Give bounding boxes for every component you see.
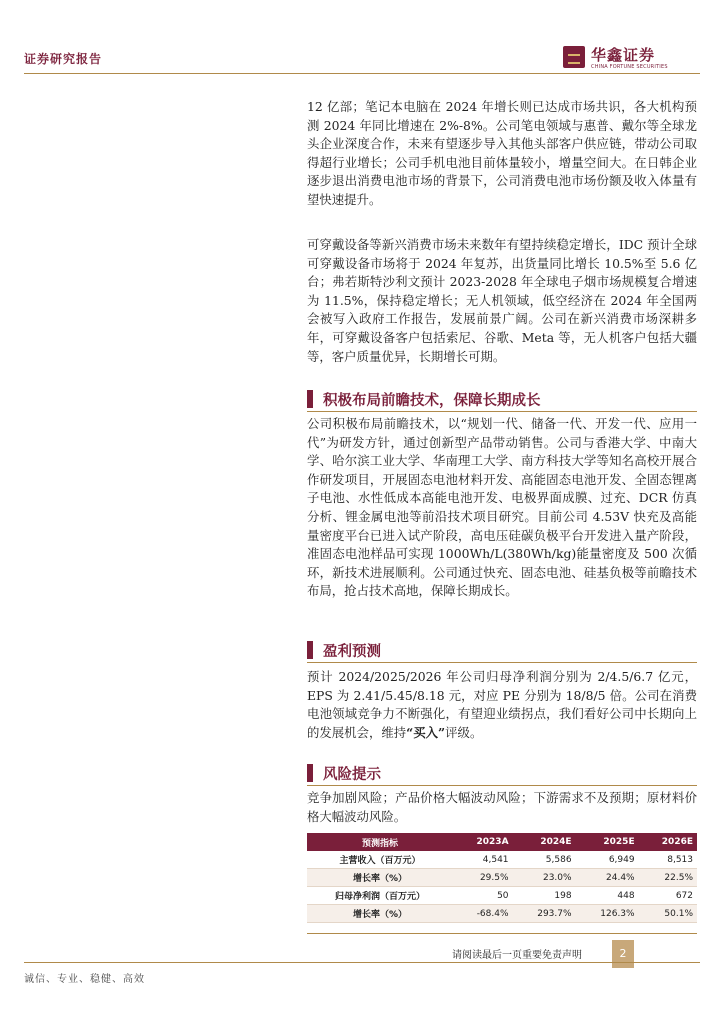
table-cell: 8,513: [639, 851, 697, 869]
table-cell: 22.5%: [639, 869, 697, 887]
section-title: 盈利预测: [323, 643, 381, 660]
body-text: 公司积极布局前瞻技术，以“规划一代、储备一代、开发一代、应用一代”为研发方针，通过创新型产品带动销售。公司与香港大学、中南大学、哈尔滨工业大学、华南理工大学、南方科技大学等知名高校开展合作研发项目，开展固态电池材料开发、高能固态电池开发、全固态锂离子电池、水性低成本高能电池开发、电极界面成膜、过充、DCR 仿真分析、锂金属电池等前沿技术项目研究。目前公司 4.53V 快充及高能量密度平台已进入试产阶段，高电压硅碳负极平台开发进入量产阶段，准固态电池样品可实现 1000Wh/L(380Wh/kg)能量密度及 500 次循环，新技术进展顺利。公司通过快充、固态电池、硅基负极等前瞻技术布局，抢占技术高地，保障长期成长。: [307, 416, 697, 599]
table-cell: -68.4%: [453, 905, 513, 923]
row-label: 主营收入（百万元）: [307, 851, 453, 869]
table-cell: 5,586: [513, 851, 576, 869]
logo-name-en: CHINA FORTUNE SECURITIES: [591, 64, 668, 70]
table-cell: 29.5%: [453, 869, 513, 887]
row-label: 增长率（%）: [307, 905, 453, 923]
forecast-text: 预计 2024/2025/2026 年公司归母净利润分别为 2/4.5/6.7 亿元，EPS 为 2.41/5.45/8.18 元，对应 PE 分别为 18/8/5 倍。公司在消费电池领域竞争力不断强化，有望迎业绩拐点，我们看好公司中长期向上的发展机会，维持: [307, 669, 697, 740]
section-bar: [307, 641, 313, 659]
section-divider: [307, 411, 697, 412]
paragraph-notebook-phone: [307, 98, 697, 210]
section-bar: [307, 764, 313, 782]
table-header-cell: 2026E: [661, 837, 693, 847]
table-cell: 448: [576, 887, 639, 905]
table-header-cell: 2023A: [476, 837, 509, 847]
rating-text: “买入”: [406, 724, 446, 740]
section-title: 积极布局前瞻技术，保障长期成长: [323, 392, 541, 409]
body-text: [307, 668, 697, 742]
section-heading-risk: [307, 763, 697, 783]
section-heading-technology: [307, 389, 697, 409]
paragraph-technology: [307, 415, 697, 601]
section-divider: [307, 785, 697, 786]
company-logo: [563, 44, 703, 76]
row-label: 增长率（%）: [307, 869, 453, 887]
paragraph-forecast: [307, 668, 697, 742]
paragraph-risk: [307, 789, 697, 826]
table-row: [307, 905, 697, 923]
table-cell: 126.3%: [576, 905, 639, 923]
section-heading-forecast: [307, 640, 697, 660]
page-number: 2: [612, 940, 634, 968]
logo-name-cn: 华鑫证券: [591, 46, 656, 64]
table-header-row: [307, 833, 697, 851]
report-type-label: 证券研究报告: [24, 52, 103, 66]
table-header-cell: 2024E: [540, 837, 572, 847]
forecast-table: [307, 833, 697, 923]
table-cell: 293.7%: [513, 905, 576, 923]
footer-motto: 诚信、专业、稳健、高效: [24, 974, 145, 985]
paragraph-wearables: [307, 236, 697, 366]
disclaimer-link[interactable]: 请阅读最后一页重要免责声明: [452, 950, 582, 961]
table-row: [307, 851, 697, 869]
forecast-tail: 评级。: [445, 724, 483, 740]
section-divider: [307, 662, 697, 663]
section-bar: [307, 390, 313, 408]
logo-mark-icon: [563, 46, 585, 68]
table-header-cell: 2025E: [603, 837, 635, 847]
row-label: 归母净利润（百万元）: [307, 887, 453, 905]
body-text: 竞争加剧风险；产品价格大幅波动风险；下游需求不及预期；原材料价格大幅波动风险。: [307, 790, 697, 824]
table-row: [307, 869, 697, 887]
header-divider: [24, 73, 700, 74]
table-cell: 6,949: [576, 851, 639, 869]
table-cell: 24.4%: [576, 869, 639, 887]
table-header-cell: 预测指标: [361, 838, 398, 849]
table-cell: 50.1%: [639, 905, 697, 923]
table-row: [307, 887, 697, 905]
table-cell: 50: [453, 887, 513, 905]
table-cell: 672: [639, 887, 697, 905]
table-bottom-rule: [307, 933, 697, 934]
table-cell: 23.0%: [513, 869, 576, 887]
table-cell: 198: [513, 887, 576, 905]
table-cell: 4,541: [453, 851, 513, 869]
footer-divider: [24, 962, 700, 963]
section-title: 风险提示: [323, 766, 381, 783]
body-text: 可穿戴设备等新兴消费市场未来数年有望持续稳定增长，IDC 预计全球可穿戴设备市场将于 2024 年复苏，出货量同比增长 10.5%至 5.6 亿台；弗若斯特沙利文预计 2023-2028 年全球电子烟市场规模复合增速为 11.5%，保持稳定增长；无人机领域，低空经济在 2024 年全国两会被写入政府工作报告，发展前景广阔。公司在新兴消费市场深耕多年，可穿戴设备客户包括索尼、谷歌、Meta 等，无人机客户包括大疆等，客户质量优异，长期增长可期。: [307, 237, 697, 364]
body-text: 12 亿部；笔记本电脑在 2024 年增长则已达成市场共识，各大机构预测 2024 年同比增速在 2%-8%。公司笔电领域与惠普、戴尔等全球龙头企业深度合作，未来有望逐步导入其他头部客户供应链，带动公司取得超行业增长；公司手机电池目前体量较小，增量空间大。在日韩企业逐步退出消费电池市场的背景下，公司消费电池市场份额及收入体量有望快速提升。: [307, 99, 697, 207]
